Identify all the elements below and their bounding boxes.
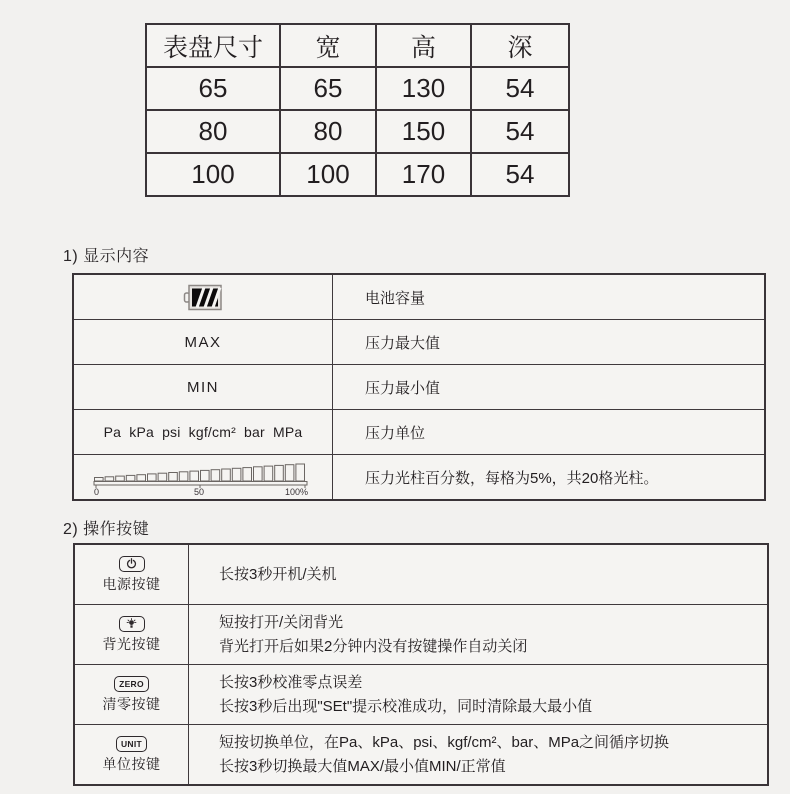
display-desc: 压力最小值: [333, 365, 766, 410]
zero-button-icon: ZERO: [114, 676, 149, 692]
dim-cell: 100: [146, 153, 280, 196]
dim-cell: 80: [280, 110, 376, 153]
zero-key-label: 清零按键: [102, 695, 161, 712]
bar-graph-icon: [92, 459, 314, 496]
battery-symbol-cell: [73, 274, 333, 320]
button-row-unit: [74, 725, 768, 786]
dimensions-table: [145, 23, 570, 197]
button-row-zero: [74, 665, 768, 725]
unit-key-label: 单位按键: [102, 755, 161, 772]
bargraph-symbol-cell: [73, 455, 333, 501]
dim-cell: 170: [376, 153, 471, 196]
unit-key-cell: [74, 725, 189, 786]
dimensions-header-row: [146, 24, 569, 67]
power-button-icon: [119, 556, 145, 572]
dimensions-row: [146, 67, 569, 110]
bar-scale-100: 100%: [285, 486, 309, 496]
power-key-cell: [74, 544, 189, 605]
power-key-label: 电源按键: [102, 575, 161, 592]
pressure-units-symbol: Pa kPa psi kgf/cm² bar MPa: [73, 410, 333, 455]
zero-key-cell: [74, 665, 189, 725]
dim-cell: 130: [376, 67, 471, 110]
display-row-battery: [73, 274, 765, 320]
display-row-max: [73, 320, 765, 365]
display-desc: 压力最大值: [333, 320, 766, 365]
backlight-key-label: 背光按键: [102, 635, 161, 652]
backlight-key-cell: [74, 605, 189, 665]
display-row-min: [73, 365, 765, 410]
dim-cell: 150: [376, 110, 471, 153]
dim-cell: 54: [471, 67, 569, 110]
dim-header-size: 表盘尺寸: [146, 24, 280, 67]
button-row-power: [74, 544, 768, 605]
power-key-desc: 长按3秒开机/关机: [189, 544, 769, 605]
button-row-backlight: [74, 605, 768, 665]
battery-icon: [183, 284, 223, 311]
dim-header-height: 高: [376, 24, 471, 67]
dim-header-depth: 深: [471, 24, 569, 67]
dim-cell: 80: [146, 110, 280, 153]
dim-cell: 100: [280, 153, 376, 196]
zero-key-desc: 长按3秒校准零点误差 长按3秒后出现"SEt"提示校准成功，同时清除最大最小值: [189, 665, 769, 725]
backlight-key-desc: 短按打开/关闭背光 背光打开后如果2分钟内没有按键操作自动关闭: [189, 605, 769, 665]
dim-header-width: 宽: [280, 24, 376, 67]
display-row-bargraph: [73, 455, 765, 501]
display-desc: 电池容量: [333, 274, 766, 320]
unit-button-icon: UNIT: [116, 736, 147, 752]
min-symbol: MIN: [73, 365, 333, 410]
pressure-bars: [95, 464, 305, 481]
dim-cell: 65: [146, 67, 280, 110]
section-2-heading: 2) 操作按键: [63, 521, 150, 538]
display-content-table: [72, 273, 766, 501]
max-symbol: MAX: [73, 320, 333, 365]
backlight-button-icon: [119, 616, 145, 632]
display-desc: 压力光柱百分数，每格为5%，共20格光柱。: [333, 455, 766, 501]
section-1-heading: 1) 显示内容: [63, 248, 150, 265]
dim-cell: 54: [471, 110, 569, 153]
bar-scale-0: 0: [94, 486, 100, 496]
dim-cell: 65: [280, 67, 376, 110]
operation-buttons-table: [73, 543, 769, 786]
display-desc: 压力单位: [333, 410, 766, 455]
unit-key-desc: 短按切换单位，在Pa、kPa、psi、kgf/cm²、bar、MPa之间循序切换 长按3秒切换最大值MAX/最小值MIN/正常值: [189, 725, 769, 786]
dim-cell: 54: [471, 153, 569, 196]
dimensions-row: [146, 153, 569, 196]
display-row-units: [73, 410, 765, 455]
dimensions-row: [146, 110, 569, 153]
bar-scale-50: 50: [194, 486, 205, 496]
